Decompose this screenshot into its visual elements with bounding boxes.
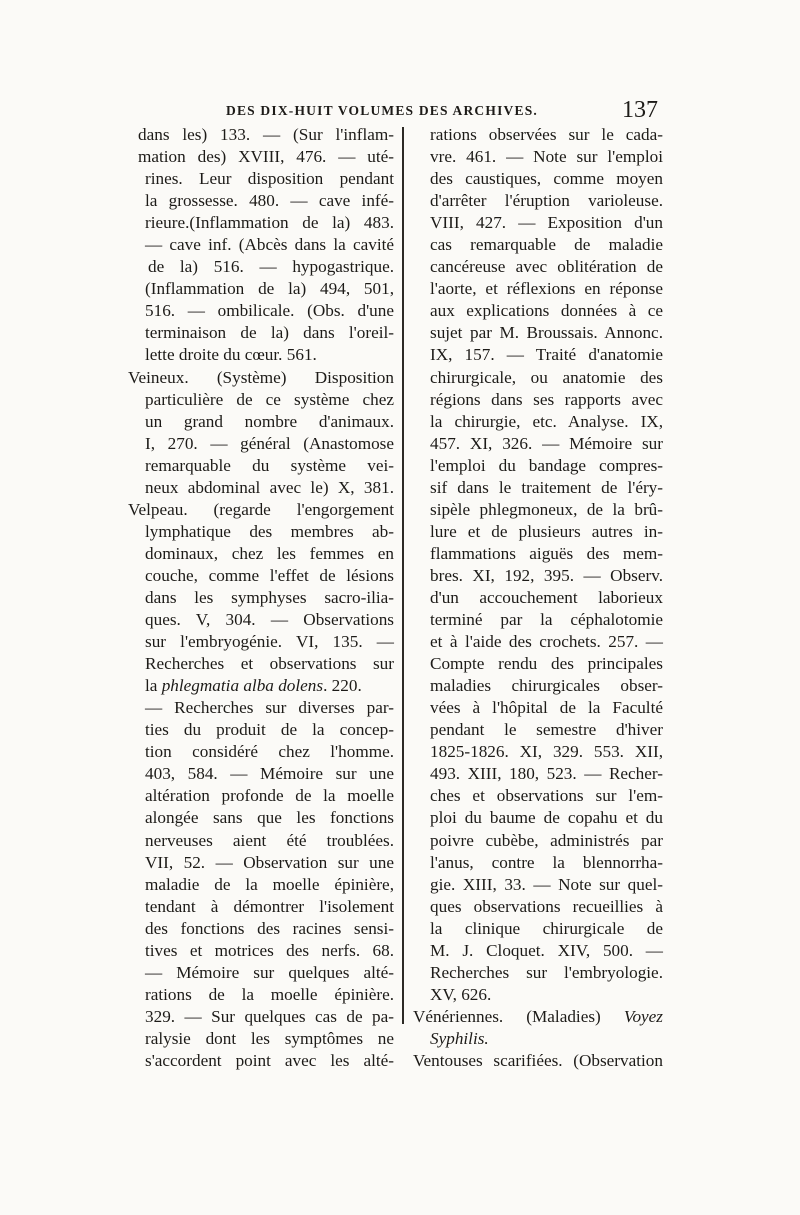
index-line: M. J. Cloquet. XIV, 500. — [430, 940, 663, 960]
index-line: remarquable du système vei- [145, 455, 394, 475]
index-line: rieure.(Inflammation de la) 483. [145, 213, 394, 233]
index-line: I, 270. — général (Anastomose [145, 433, 394, 453]
index-line: maladie de la moelle épinière, [145, 874, 394, 894]
right-column [413, 124, 663, 1072]
index-line: lure et de plusieurs autres in- [430, 521, 663, 541]
index-line: la chirurgie, etc. Analyse. IX, [430, 411, 663, 431]
index-line: mation des) XVIII, 476. — uté- [138, 147, 394, 167]
index-entry-heading: Veineux. (Système) Disposition [128, 367, 394, 387]
index-line: ches et observations sur l'em- [430, 786, 663, 806]
index-line: l'anus, contre la blennorrha- [430, 852, 663, 872]
index-line: dans les symphyses sacro-ilia- [145, 587, 394, 607]
index-line: ties du produit de la concep- [145, 720, 394, 740]
index-line: la grossesse. 480. — cave infé- [145, 191, 394, 211]
index-line: poivre cubèbe, administrés par [430, 830, 663, 850]
index-line: tion considéré chez l'homme. [145, 742, 394, 762]
index-line: ploi du baume de copahu et du [430, 808, 663, 828]
index-line: ralysie dont les symptômes ne [145, 1028, 394, 1048]
index-line: Recherches et observations sur [145, 654, 394, 674]
index-line: alongée sans que les fonctions [145, 808, 394, 828]
italic-term: phlegmatia alba dolens [161, 676, 324, 696]
index-line: rines. Leur disposition pendant [145, 169, 394, 189]
index-line: sif dans le traitement de l'éry- [430, 477, 663, 497]
index-line: vre. 461. — Note sur l'emploi [430, 147, 663, 167]
index-line: cancéreuse avec oblitération de [430, 257, 663, 277]
index-line: ques. V, 304. — Observations [145, 610, 394, 630]
index-line: neux abdominal avec le) X, 381. [145, 477, 394, 497]
index-line: rations de la moelle épinière. [145, 984, 394, 1004]
index-line: maladies chirurgicales obser- [430, 676, 663, 696]
index-line: — Mémoire sur quelques alté- [145, 962, 394, 982]
index-line: couche, comme l'effet de lésions [145, 565, 394, 585]
index-entry-heading: Ventouses scarifiées. (Observation [413, 1050, 663, 1070]
index-line: dominaux, chez les femmes en [145, 543, 394, 563]
index-line: cas remarquable de maladie [430, 235, 663, 255]
index-line: 1825-1826. XI, 329. 553. XII, [430, 742, 663, 762]
index-line: lette droite du cœur. 561. [145, 345, 317, 365]
page-number: 137 [622, 97, 658, 123]
index-line: d'un accouchement laborieux [430, 587, 663, 607]
index-line: particulière de ce système chez [145, 389, 394, 409]
index-line: d'arrêter l'éruption varioleuse. [430, 191, 663, 211]
index-line: IX, 157. — Traité d'anatomie [430, 345, 663, 365]
index-line: gie. XIII, 33. — Note sur quel- [430, 874, 663, 894]
index-entry-heading: Vénériennes. (Maladies) Voyez [413, 1006, 663, 1026]
index-line: sujet par M. Broussais. Annonc. [430, 323, 663, 343]
italic-term: Voyez [623, 1006, 663, 1026]
index-line: sur l'embryogénie. VI, 135. — [145, 632, 394, 652]
index-line: la clinique chirurgicale de [430, 918, 663, 938]
index-line: dans les) 133. — (Sur l'inflam- [138, 125, 394, 144]
index-line: Compte rendu des principales [430, 654, 663, 674]
index-line: vées à l'hôpital de la Faculté [430, 698, 663, 718]
index-line: bres. XI, 192, 395. — Observ. [430, 565, 663, 585]
index-line: VII, 52. — Observation sur une [145, 852, 394, 872]
index-line: lymphatique des membres ab- [145, 521, 394, 541]
index-line: régions dans ses rapports avec [430, 389, 663, 409]
index-line: nerveuses aient été troublées. [145, 830, 394, 850]
running-head [226, 97, 658, 125]
index-line: tives et motrices des nerfs. 68. [145, 940, 394, 960]
index-line: Syphilis. [430, 1028, 489, 1048]
index-line: terminaison de la) dans l'oreil- [145, 323, 394, 343]
index-line: tendant à démontrer l'isolement [145, 896, 394, 916]
index-line: un grand nombre d'animaux. [145, 411, 394, 431]
index-entry-heading: Velpeau. (regarde l'engorgement [128, 499, 394, 519]
index-line: flammations aiguës des mem- [430, 543, 663, 563]
index-line: 493. XIII, 180, 523. — Recher- [430, 764, 663, 784]
index-line: l'emploi du bandage compres- [430, 455, 663, 475]
index-line: 403, 584. — Mémoire sur une [145, 764, 394, 784]
index-line: (Inflammation de la) 494, 501, [145, 279, 394, 299]
index-line: des caustiques, comme moyen [430, 169, 663, 189]
index-line: XV, 626. [430, 984, 492, 1004]
index-line: des fonctions des racines sensi- [145, 918, 394, 938]
index-line: pendant le semestre d'hiver [430, 720, 663, 740]
index-line: — cave inf. (Abcès dans la cavité [145, 235, 394, 255]
running-title: DES DIX-HUIT VOLUMES DES ARCHIVES. [226, 103, 538, 118]
index-line: ques observations recueillies à [430, 896, 663, 916]
index-line: aux explications données à ce [430, 301, 663, 321]
index-line: Recherches sur l'embryologie. [430, 962, 663, 982]
index-line: 516. — ombilicale. (Obs. d'une [145, 301, 394, 321]
index-line: et à l'aide des crochets. 257. — [430, 632, 663, 652]
index-line: l'aorte, et réflexions en réponse [430, 279, 663, 299]
index-line: la phlegmatia alba dolens. 220. [145, 676, 362, 696]
index-line: sipèle phlegmoneux, de la brû- [430, 499, 663, 519]
index-line: 329. — Sur quelques cas de pa- [145, 1006, 394, 1026]
left-column [128, 124, 394, 1072]
index-line: rations observées sur le cada- [430, 125, 663, 144]
index-line: altération profonde de la moelle [145, 786, 394, 806]
index-line: de la) 516. — hypogastrique. [148, 257, 394, 277]
index-line: chirurgicale, ou anatomie des [430, 367, 663, 387]
index-line: 457. XI, 326. — Mémoire sur [430, 433, 663, 453]
index-line: VIII, 427. — Exposition d'un [430, 213, 663, 233]
index-line: terminé par la céphalotomie [430, 610, 663, 630]
index-line: s'accordent point avec les alté- [145, 1050, 394, 1070]
column-rule [402, 127, 404, 1024]
index-line: — Recherches sur diverses par- [145, 698, 394, 718]
